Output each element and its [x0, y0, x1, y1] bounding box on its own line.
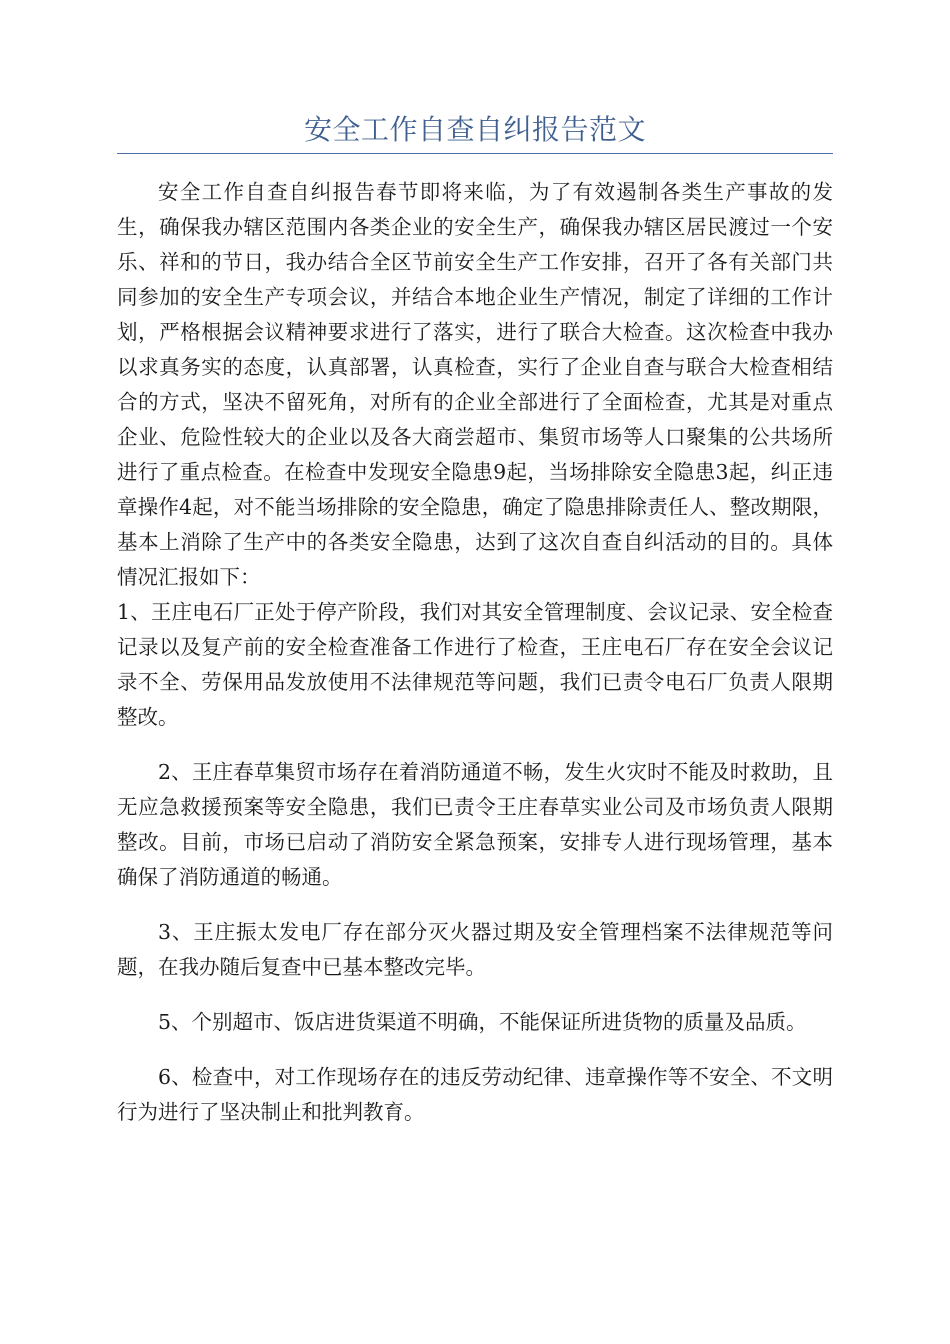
item-paragraph-6: 6、检查中，对工作现场存在的违反劳动纪律、违章操作等不安全、不文明行为进行了坚决制止和批判教育。	[117, 1065, 833, 1124]
document-body	[117, 175, 833, 1130]
title-underline	[117, 153, 833, 154]
item-paragraph-1: 1、王庄电石厂正处于停产阶段，我们对其安全管理制度、会议记录、安全检查记录以及复产前的安全检查准备工作进行了检查，王庄电石厂存在安全会议记录不全、劳保用品发放使用不法律规范等问题，我们已责令电石厂负责人限期整改。	[117, 600, 833, 729]
item-paragraph-3: 3、王庄振太发电厂存在部分灭火器过期及安全管理档案不法律规范等问题，在我办随后复查中已基本整改完毕。	[117, 920, 833, 979]
item-paragraph-2: 2、王庄春草集贸市场存在着消防通道不畅，发生火灾时不能及时救助，且无应急救援预案等安全隐患，我们已责令王庄春草实业公司及市场负责人限期整改。目前，市场已启动了消防安全紧急预案，安排专人进行现场管理，基本确保了消防通道的畅通。	[117, 760, 833, 889]
item-paragraph-5: 5、个别超市、饭店进货渠道不明确，不能保证所进货物的质量及品质。	[158, 1010, 807, 1034]
document-title: 安全工作自查自纠报告范文	[303, 113, 646, 146]
intro-paragraph: 安全工作自查自纠报告春节即将来临，为了有效遏制各类生产事故的发生，确保我办辖区范围内各类企业的安全生产，确保我办辖区居民渡过一个安乐、祥和的节日，我办结合全区节前安全生产工作安排，召开了各有关部门共同参加的安全生产专项会议，并结合本地企业生产情况，制定了详细的工作计划，严格根据会议精神要求进行了落实，进行了联合大检查。这次检查中我办以求真务实的态度，认真部署，认真检查，实行了企业自查与联合大检查相结合的方式，坚决不留死角，对所有的企业全部进行了全面检查，尤其是对重点企业、危险性较大的企业以及各大商尝超市、集贸市场等人口聚集的公共场所进行了重点检查。在检查中发现安全隐患9起，当场排除安全隐患3起，纠正违章操作4起，对不能当场排除的安全隐患，确定了隐患排除责任人、整改期限，基本上消除了生产中的各类安全隐患，达到了这次自查自纠活动的目的。具体情况汇报如下：	[117, 180, 833, 589]
